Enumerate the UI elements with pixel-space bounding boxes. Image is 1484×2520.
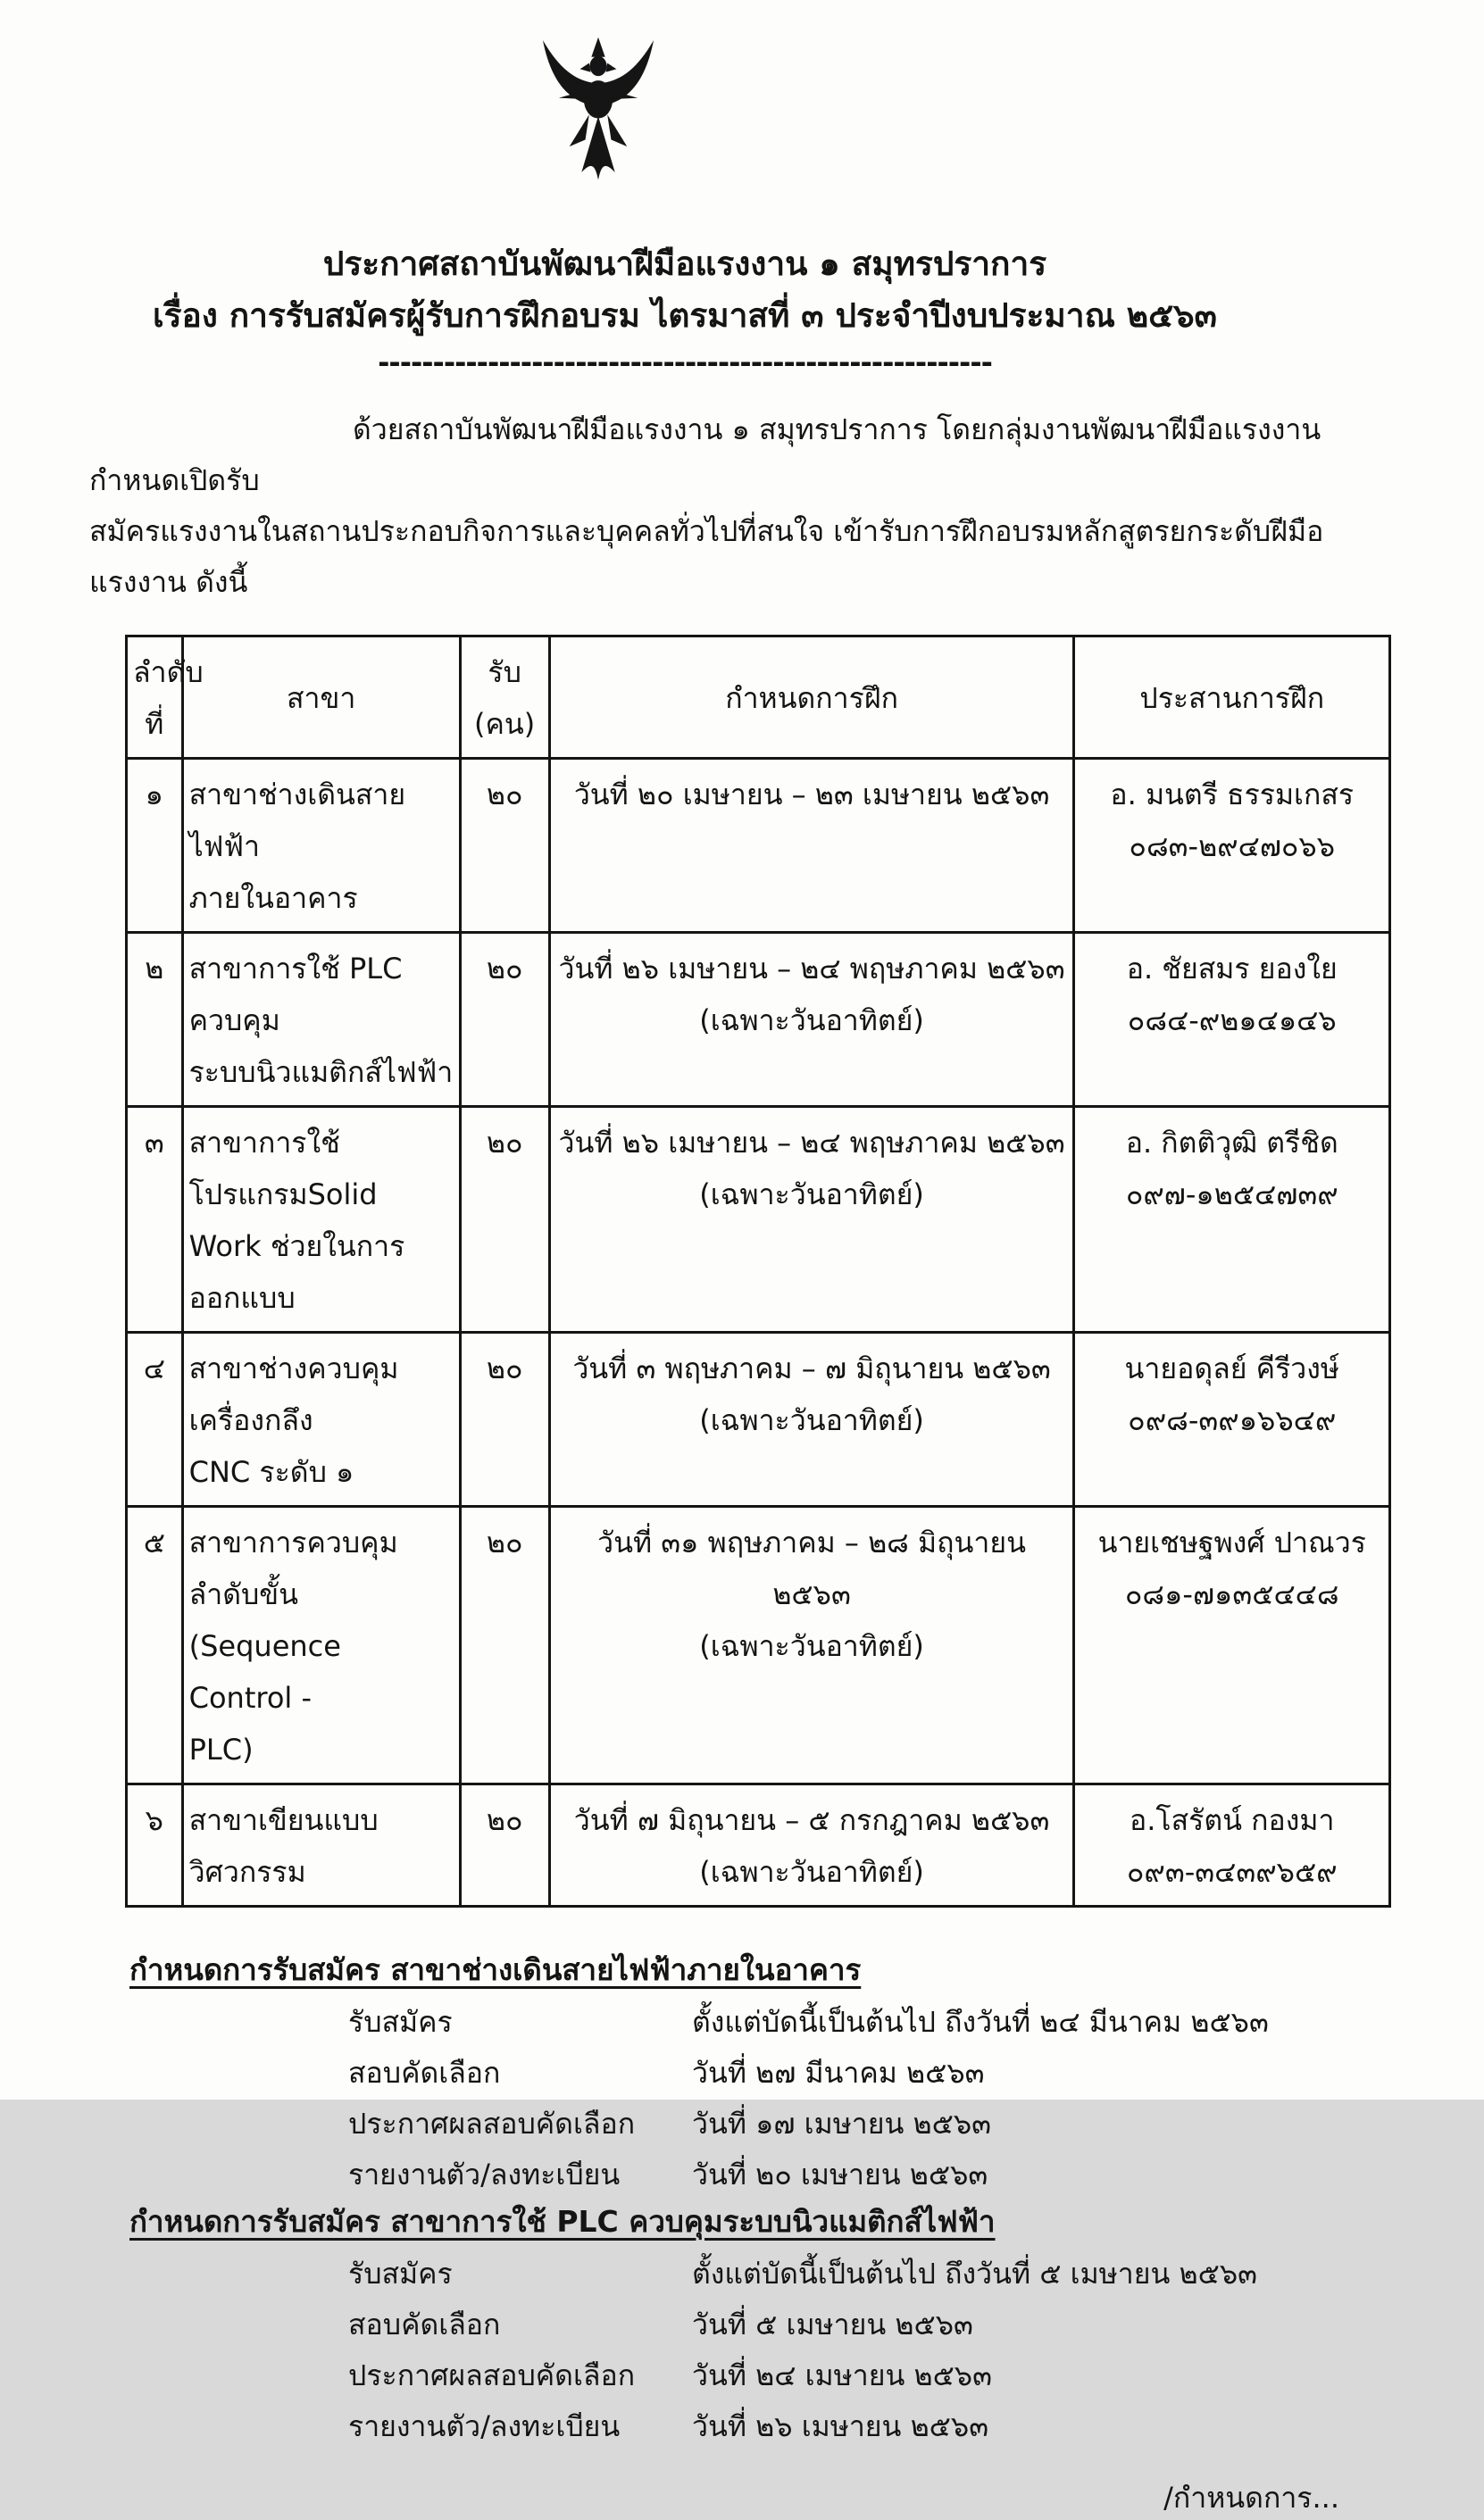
row-schedule: วันที่ ๓ พฤษภาคม – ๗ มิถุนายน ๒๕๖๓ (เฉพาะวันอาทิตย์) bbox=[549, 1333, 1074, 1507]
table-header-row bbox=[127, 636, 1390, 759]
table-row bbox=[127, 1784, 1390, 1907]
emblem-container bbox=[0, 0, 1484, 215]
table-row bbox=[127, 933, 1390, 1107]
row-no: ๓ bbox=[127, 1107, 183, 1333]
table-row bbox=[127, 759, 1390, 933]
schedule-heading-plc: กำหนดการรับสมัคร สาขาการใช้ PLC ควบคุมระบบนิวแมติกส์ไฟฟ้า bbox=[129, 2204, 996, 2239]
row-branch: สาขาช่างเดินสายไฟฟ้า ภายในอาคาร bbox=[182, 759, 460, 933]
schedule-heading-electrical: กำหนดการรับสมัคร สาขาช่างเดินสายไฟฟ้าภายในอาคาร bbox=[129, 1952, 862, 1987]
schedule-item bbox=[129, 2401, 1484, 2452]
schedule-item-label: รายงานตัว/ลงทะเบียน bbox=[348, 2409, 621, 2443]
row-schedule: วันที่ ๗ มิถุนายน – ๕ กรกฎาคม ๒๕๖๓ (เฉพาะวันอาทิตย์) bbox=[549, 1784, 1074, 1907]
row-schedule: วันที่ ๒๐ เมษายน – ๒๓ เมษายน ๒๕๖๓ bbox=[549, 759, 1074, 933]
schedule-item-label: ประกาศผลสอบคัดเลือก bbox=[348, 2358, 636, 2392]
schedule-item-value: วันที่ ๕ เมษายน ๒๕๖๓ bbox=[692, 2308, 973, 2341]
row-branch: สาขาการใช้ PLC ควบคุม ระบบนิวแมติกส์ไฟฟ้า bbox=[182, 933, 460, 1107]
row-schedule: วันที่ ๓๑ พฤษภาคม – ๒๘ มิถุนายน ๒๕๖๓ (เฉพาะวันอาทิตย์) bbox=[549, 1507, 1074, 1784]
schedule-item-label: ประกาศผลสอบคัดเลือก bbox=[348, 2107, 636, 2141]
course-table bbox=[125, 635, 1391, 1908]
schedule-item-value: ตั้งแต่บัดนี้เป็นต้นไป ถึงวันที่ ๒๔ มีนาคม ๒๕๖๓ bbox=[692, 2005, 1269, 2039]
schedule-item bbox=[129, 2249, 1484, 2300]
schedule-item-label: รับสมัคร bbox=[348, 2005, 453, 2039]
schedule-item-value: วันที่ ๒๗ มีนาคม ๒๕๖๓ bbox=[692, 2056, 985, 2090]
row-no: ๒ bbox=[127, 933, 183, 1107]
row-no: ๕ bbox=[127, 1507, 183, 1784]
table-row bbox=[127, 1107, 1390, 1333]
row-branch: สาขาช่างควบคุมเครื่องกลึง CNC ระดับ ๑ bbox=[182, 1333, 460, 1507]
row-branch: สาขาการควบคุมลำดับขั้น (Sequence Control - PLC) bbox=[182, 1507, 460, 1784]
title-block bbox=[0, 238, 1427, 379]
application-schedule-section-2 bbox=[129, 2200, 1484, 2452]
row-no: ๖ bbox=[127, 1784, 183, 1907]
announcement-title: ประกาศสถาบันพัฒนาฝีมือแรงงาน ๑ สมุทรปราการ bbox=[322, 245, 1047, 283]
schedule-item-label: รับสมัคร bbox=[348, 2257, 453, 2291]
schedule-item-value: วันที่ ๒๐ เมษายน ๒๕๖๓ bbox=[692, 2158, 988, 2191]
row-coordinator: อ. กิตติวุฒิ ตรีชิด ๐๙๗-๑๒๕๔๗๓๙ bbox=[1074, 1107, 1390, 1333]
row-seats: ๒๐ bbox=[460, 1333, 549, 1507]
row-schedule: วันที่ ๒๖ เมษายน – ๒๔ พฤษภาคม ๒๕๖๓ (เฉพาะวันอาทิตย์) bbox=[549, 933, 1074, 1107]
schedule-item bbox=[129, 1997, 1484, 2048]
header-branch: สาขา bbox=[182, 636, 460, 759]
table-row bbox=[127, 1507, 1390, 1784]
intro-paragraph bbox=[0, 404, 1484, 608]
row-seats: ๒๐ bbox=[460, 1784, 549, 1907]
header-seats: รับ (คน) bbox=[460, 636, 549, 759]
row-coordinator: นายเชษฐพงศ์ ปาณวร ๐๘๑-๗๑๓๕๔๔๘ bbox=[1074, 1507, 1390, 1784]
row-schedule: วันที่ ๒๖ เมษายน – ๒๔ พฤษภาคม ๒๕๖๓ (เฉพาะวันอาทิตย์) bbox=[549, 1107, 1074, 1333]
schedule-item-value: วันที่ ๒๔ เมษายน ๒๕๖๓ bbox=[692, 2358, 992, 2392]
announcement-subject: เรื่อง การรับสมัครผู้รับการฝึกอบรม ไตรมาสที่ ๓ ประจำปีงบประมาณ ๒๕๖๓ bbox=[153, 296, 1217, 335]
row-coordinator: อ. ชัยสมร ยองใย ๐๘๔-๙๒๑๔๑๔๖ bbox=[1074, 933, 1390, 1107]
schedule-item-value: ตั้งแต่บัดนี้เป็นต้นไป ถึงวันที่ ๕ เมษายน ๒๕๖๓ bbox=[692, 2257, 1258, 2291]
row-seats: ๒๐ bbox=[460, 759, 549, 933]
row-coordinator: นายอดุลย์ คีรีวงษ์ ๐๙๘-๓๙๑๖๖๔๙ bbox=[1074, 1333, 1390, 1507]
row-seats: ๒๐ bbox=[460, 1507, 549, 1784]
row-branch: สาขาเขียนแบบวิศวกรรม bbox=[182, 1784, 460, 1907]
row-coordinator: อ. มนตรี ธรรมเกสร ๐๘๓-๒๙๔๗๐๖๖ bbox=[1074, 759, 1390, 933]
row-branch: สาขาการใช้โปรแกรมSolid Work ช่วยในการออกแบบ bbox=[182, 1107, 460, 1333]
application-schedule-section-1 bbox=[129, 1949, 1484, 2200]
intro-line-2: สมัครแรงงานในสถานประกอบกิจการและบุคคลทั่วไปที่สนใจ เข้ารับการฝึกอบรมหลักสูตรยกระดับฝีมือแรงงาน ดังนี้ bbox=[89, 514, 1324, 599]
schedule-item-value: วันที่ ๑๗ เมษายน ๒๕๖๓ bbox=[692, 2107, 992, 2141]
row-seats: ๒๐ bbox=[460, 1107, 549, 1333]
garuda-emblem-icon bbox=[522, 23, 674, 215]
schedule-item bbox=[129, 2099, 1484, 2150]
row-no: ๔ bbox=[127, 1333, 183, 1507]
schedule-item-label: สอบคัดเลือก bbox=[348, 2308, 501, 2341]
dashed-separator: -------------------------------------------------------- bbox=[378, 345, 992, 379]
row-seats: ๒๐ bbox=[460, 933, 549, 1107]
schedule-item-value: วันที่ ๒๖ เมษายน ๒๕๖๓ bbox=[692, 2409, 989, 2443]
schedule-item-label: รายงานตัว/ลงทะเบียน bbox=[348, 2158, 621, 2191]
header-no: ลำดับ ที่ bbox=[127, 636, 183, 759]
row-coordinator: อ.โสรัตน์ กองมา ๐๙๓-๓๔๓๙๖๕๙ bbox=[1074, 1784, 1390, 1907]
row-no: ๑ bbox=[127, 759, 183, 933]
schedule-item bbox=[129, 2350, 1484, 2401]
schedule-item bbox=[129, 2150, 1484, 2200]
intro-line-1: ด้วยสถาบันพัฒนาฝีมือแรงงาน ๑ สมุทรปราการ โดยกลุ่มงานพัฒนาฝีมือแรงงานกำหนดเปิดรับ bbox=[89, 412, 1321, 497]
header-coordinator: ประสานการฝึก bbox=[1074, 636, 1390, 759]
schedule-item-label: สอบคัดเลือก bbox=[348, 2056, 501, 2090]
schedule-item bbox=[129, 2300, 1484, 2350]
table-row bbox=[127, 1333, 1390, 1507]
continuation-mark: /กำหนดการ... bbox=[1163, 2481, 1339, 2515]
schedule-item bbox=[129, 2048, 1484, 2099]
header-schedule: กำหนดการฝึก bbox=[549, 636, 1074, 759]
